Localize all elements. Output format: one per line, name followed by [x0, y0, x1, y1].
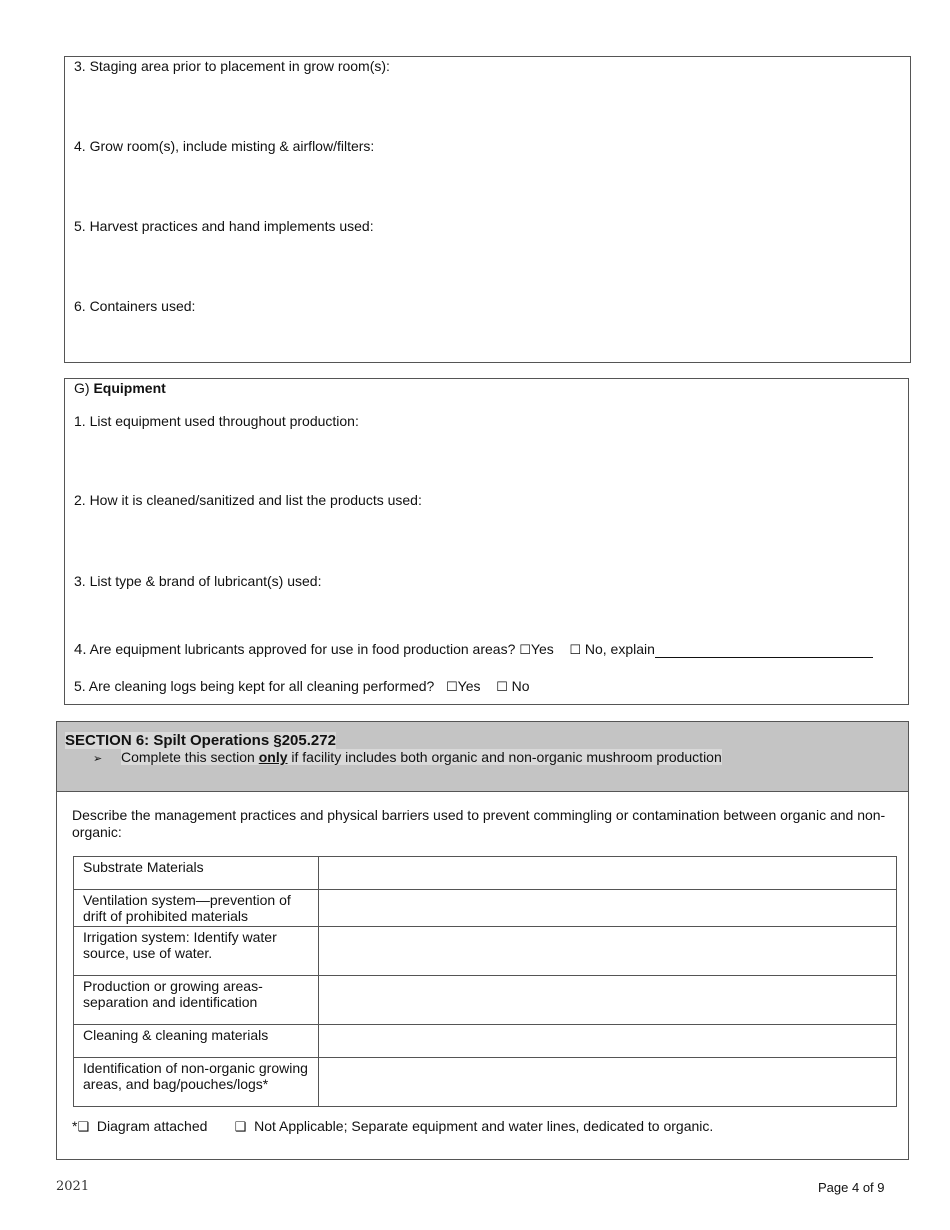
not-applicable-checkbox[interactable]: ❑ [234, 1120, 247, 1135]
section6-title: SECTION 6: Spilt Operations §205.272 [65, 732, 336, 749]
row-answer-field[interactable] [319, 890, 897, 927]
staging-area-question: 3. Staging area prior to placement in grow room(s): [74, 58, 390, 74]
equipment-title: Equipment [93, 380, 166, 396]
section6-header [57, 722, 908, 792]
lubricant-question-text: Are equipment lubricants approved for use in food production areas? [89, 641, 516, 657]
section6-instruction-text [121, 749, 722, 765]
row-label: Production or growing areas- separation and identification [74, 976, 319, 1025]
grow-room-question: 4. Grow room(s), include misting & airflow/filters: [74, 138, 375, 154]
footer-year: 2021 [56, 1179, 90, 1194]
page-number: Page 4 of 9 [818, 1180, 885, 1195]
lubricant-no-checkbox[interactable]: ☐ [569, 643, 581, 658]
table-row [74, 1025, 897, 1058]
lubricant-yes-checkbox[interactable]: ☐ [519, 643, 531, 658]
note-star: * [72, 1118, 78, 1134]
table-row [74, 857, 897, 890]
diagram-attached-label: Diagram attached [96, 1118, 208, 1134]
row-answer-field[interactable] [319, 927, 897, 976]
equipment-letter: G) [74, 380, 90, 396]
not-applicable-label: Not Applicable; Separate equipment and water lines, dedicated to organic. [254, 1118, 714, 1134]
row-answer-field[interactable] [319, 857, 897, 890]
lubricant-type-question: 3. List type & brand of lubricant(s) used: [74, 573, 322, 589]
equipment-box [64, 378, 909, 705]
separation-table [73, 856, 897, 1107]
cleaning-logs-no-checkbox[interactable]: ☐ [496, 680, 508, 695]
equipment-cleaning-question: 2. How it is cleaned/sanitized and list the products used: [74, 492, 422, 508]
cleaning-logs-question [74, 678, 530, 695]
cleaning-logs-no-label: No [511, 678, 530, 694]
row-answer-field[interactable] [319, 1058, 897, 1107]
row-label: Substrate Materials [74, 857, 319, 890]
arrow-bullet-icon: ➢ [93, 752, 103, 765]
row-label: Ventilation system—prevention of drift of prohibited materials [74, 890, 319, 927]
section6-instruction [93, 749, 722, 765]
explain-line[interactable] [655, 643, 873, 658]
instruction-post: if facility includes both organic and non-organic mushroom production [287, 749, 722, 765]
cleaning-logs-question-text: 5. Are cleaning logs being kept for all cleaning performed? [74, 678, 435, 694]
equipment-heading [74, 380, 166, 396]
row-label: Identification of non-organic growing areas, and bag/pouches/logs* [74, 1058, 319, 1107]
harvest-practices-question: 5. Harvest practices and hand implements used: [74, 218, 374, 234]
lubricant-approved-question [74, 641, 873, 658]
table-row [74, 1058, 897, 1107]
equipment-list-question: 1. List equipment used throughout production: [74, 413, 359, 429]
attachment-options [72, 1118, 713, 1135]
section6-description: Describe the management practices and physical barriers used to prevent commingling or contamination between organic and non-organic: [72, 807, 886, 840]
row-label: Irrigation system: Identify water source, use of water. [74, 927, 319, 976]
row-label: Cleaning & cleaning materials [74, 1025, 319, 1058]
instruction-pre: Complete this section [121, 749, 259, 765]
containers-question: 6. Containers used: [74, 298, 196, 314]
row-answer-field[interactable] [319, 976, 897, 1025]
lubricant-question-number: 4. [74, 641, 87, 658]
table-row [74, 890, 897, 927]
section-f-continued-box [64, 56, 911, 363]
row-answer-field[interactable] [319, 1025, 897, 1058]
cleaning-logs-yes-label: Yes [457, 678, 481, 694]
lubricant-yes-label: Yes [530, 641, 554, 657]
diagram-attached-checkbox[interactable]: ❑ [77, 1120, 90, 1135]
section6-box [56, 721, 909, 1160]
table-row [74, 927, 897, 976]
table-row [74, 976, 897, 1025]
instruction-emphasis: only [258, 749, 288, 765]
lubricant-no-label: No, explain [584, 641, 655, 657]
cleaning-logs-yes-checkbox[interactable]: ☐ [446, 680, 458, 695]
